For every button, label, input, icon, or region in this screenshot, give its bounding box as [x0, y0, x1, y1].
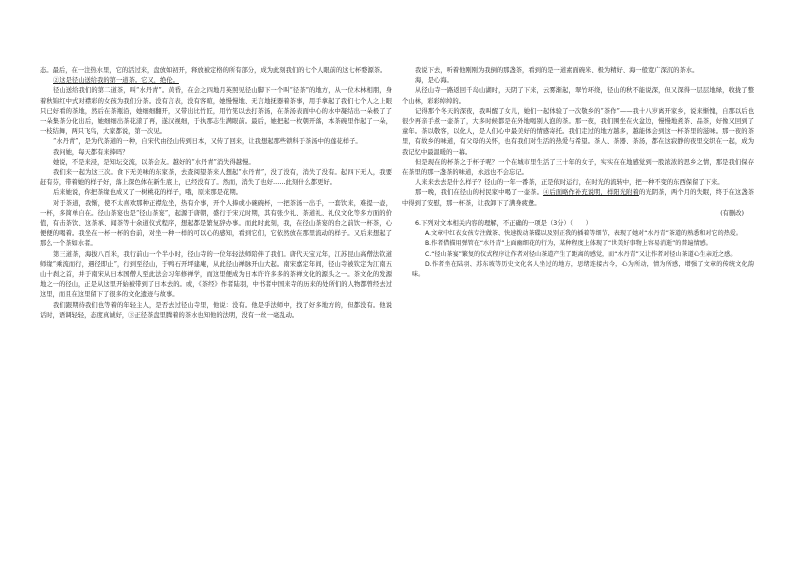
right-column	[402, 66, 754, 280]
paragraph: “水丹青”，是为代茶道的一种，自宋代由径山传到日本，又传了回来，让我想起那些锁科于茶汤中的莲花样子。	[53, 138, 362, 146]
paragraph: 第三道茶，海拔八百米，我行前山一个半小时，径山寺的一位年轻法师陪伴了我们。唐代天宝元年，江苏昆山高僧法钦道师缘“乘流而行，遇径即止”，行到至径山，于鸭石开坪建庵，从此径山禅脉开山大起。南宋嘉定年间，径山寺被钦定为江南五山十刹之首，并于南宋从日本国僧人至此法会习年修禅学，而这里便成为日本许许多多的茶禅文化的源头之一。茶文化的发源地之一的径山，正是从这里开始被带到了日本去的。或，《茶经》作者陆羽，中书者中国来寺的历来的处所们的人物都曾经去过这里，而且在这里留下了很多的文化遗迹与故事。	[40, 250, 392, 299]
paragraph: 我们来一起为这三次。食下无美味的东家茶，去查阅望茶来人想起“水丹青”，没了没有，消失了没有。起四下无人，我要赶有芬，带着她的样子好，落上深色体在新生底上，已经没有了。然而，消失了也好……此刻什么都更好。	[40, 169, 392, 187]
question-title: 6.下列对文本相关内容的理解，不正确的一项是（3分）（ ）	[415, 220, 592, 228]
paragraph: 记得那个冬天的深夜，我叫醒了女儿，她们一起体验了一次敬乡的“茶作”——我十八岁离开家乡，说来惭愧，自那以后也很少再亲手煮一壶茶了，大多时候都是在外地喝别人泡的茶。那一夜，我们围坐在火盆边，慢慢地煮茶、品茶，好像又回到了童年。茶以敬客，以化人，是人们心中最美好的情感寄托。我们走过的地方越多，越能体会到这一杯茶里的滋味。那一夜的茶里，有故乡的味道，有父母的关怀，也有我们对生活的热爱与希望。茶人、茶器、茶汤，都在这寂静的夜里交织在一起，成为我记忆中最温暖的一幕。	[402, 107, 754, 156]
option-c: C.“径山茶宴”繁复的仪式程序让作者对径山茶道产生了距离的感觉，而“水丹青”又让作者对径山茶道心生亲近之感。	[425, 250, 737, 258]
underlined-sentence: ④后面略作补充说明，样阳光附着	[542, 189, 639, 197]
paragraph: 径山送给我们的第二道茶，叫“水丹青”。黄昏，在会之四地月英照见径山脚下一个叫“径茶”的地方，从一位木林相朋，身着秋锦红中式对襟彩的女孩为我们分茶。没有言表，没有客暄，她慢慢地、无言地抚器着茶事，用手拿起了我们七个人之上眼只已好看的茶地，然后在茶瓶沿，她细细翻开，又带出比竹匠，用竹筅以去打茶汤，在茶汤表面中心的水中凝结出一朵极了了一朵集茶分化出后，她细细出茶花漾了再，遂汉视细，于执那志生满眼前。最后，她把起一枚朝开落，本茶碗里作起了一朵，一枝结舞，两只飞鸟，大家都说，第一次见。	[40, 87, 392, 136]
paragraph: 从径山寺一路返回千岛山湖时，天阴了下来，云雾渐起，翠竹环绕，径山的秋不能说深，但又深得一层层地绿，收拢了整个山林，彩彩绰绰的。	[402, 87, 754, 105]
paragraph: 我问她，每天都有来捧吗？	[53, 148, 129, 156]
option-b: B.作者借描用弹管在“水丹青”上面幽细花的行为，某种程度上体现了“世美好事物上容易消逝”的普遍情感。	[425, 240, 712, 248]
paragraph: 态。最后，在一注热水里，它的活过来，盘放如初开，释放被定格的所有部分，成为此刻我们的七个人眼前的这七杯婺源茶。	[40, 67, 387, 74]
option-a: A.文章中红衣女孩专注做茶、快速拨动茶碟以及别正我的插着等细节，表现了她对“水丹青”茶道的熟悉和对它的热爱。	[425, 230, 742, 238]
paragraph: 我们跟期待我们也等着的年轻主人，是否去过径山寺里，他说：没有。他是乎法师中，找了好多地方的，但都没有。他说话时，语调轻轻，态度真诚好，③正径茶盘里腾着的茶水也知他的法明，没有一丝一毫乱动。	[40, 301, 392, 319]
paragraph: 我说下去，听着他刚刚为我倒的那盏茶，看到的是一道素面碗米、极为精好、海一般宽广深沉的茶水。	[415, 67, 699, 74]
paragraph	[402, 188, 754, 208]
source-note: (有删改)	[720, 209, 744, 217]
paragraph-lead: 那一晚，我们在径山的村民家中喝了一壶茶。	[415, 189, 543, 197]
paragraph-rest: 的光阴茶，两个月的失眠，终于在这盏茶中得到了安慰，那一杯茶，让我卸下了满身疲惫。	[402, 189, 755, 207]
paragraph: 她说，不是来浸，是知坛交流，以茶会友。越好的“水丹青”消失得越慢。	[53, 158, 255, 166]
paragraph: 但是现在的杯茶之于杯子呢？一个在城市里生活了三十年的女子，实实在在地感觉到一股浓浓的思乡之情，那是我们保存在茶里的那一盏茶的味道，永远也不会忘记。	[402, 158, 754, 177]
underlined-sentence: ②这是径山送给我的第一道茶。它又，绝伦。	[53, 77, 179, 85]
paragraph: 人来来去去是什么样子？径山的一年一番茶，正是依时运行，在时光的流转中，把一种不变的东西保留了下来。	[415, 179, 724, 187]
left-column	[40, 66, 392, 321]
option-d: D.作者坐在陆羽、苏东坡等历史文化名人坐过的地方，思绪连接古今，心为所动，情为所感，增强了文章的传统文化韵味。	[412, 260, 754, 279]
paragraph: 对于茶道，我惭，使不太喜欢那种正襟危坐，热有介事，开个人捧或小碗碗杯，一把茶汤一出手，一套饮来，难提一壶，一杯，多简单自在。径山茶宴也是“径山茶宴”，起源于唐朝，盛行于宋元时期，其有张少礼、茶道礼、礼仪文化等多方面的价值，有击茶饮、这茶承、闻茶等十余道仪式程序，想起都是繁复辞办事。而此时此刻，我，在径山茶宴的台之前饮一杯茶，心便便的喝着。我坐在一杯一杯的台前，对坐一种一样的可以心的感知，看到它们，它依然放在那里流动的样子。又后来想起了那么一个茶如水者。	[40, 199, 392, 248]
paragraph: 海，是心海。	[415, 77, 453, 85]
paragraph: 后来她说，你把茶缘也成又了一树桃花的样子，哦，原来那是花期。	[53, 189, 242, 197]
